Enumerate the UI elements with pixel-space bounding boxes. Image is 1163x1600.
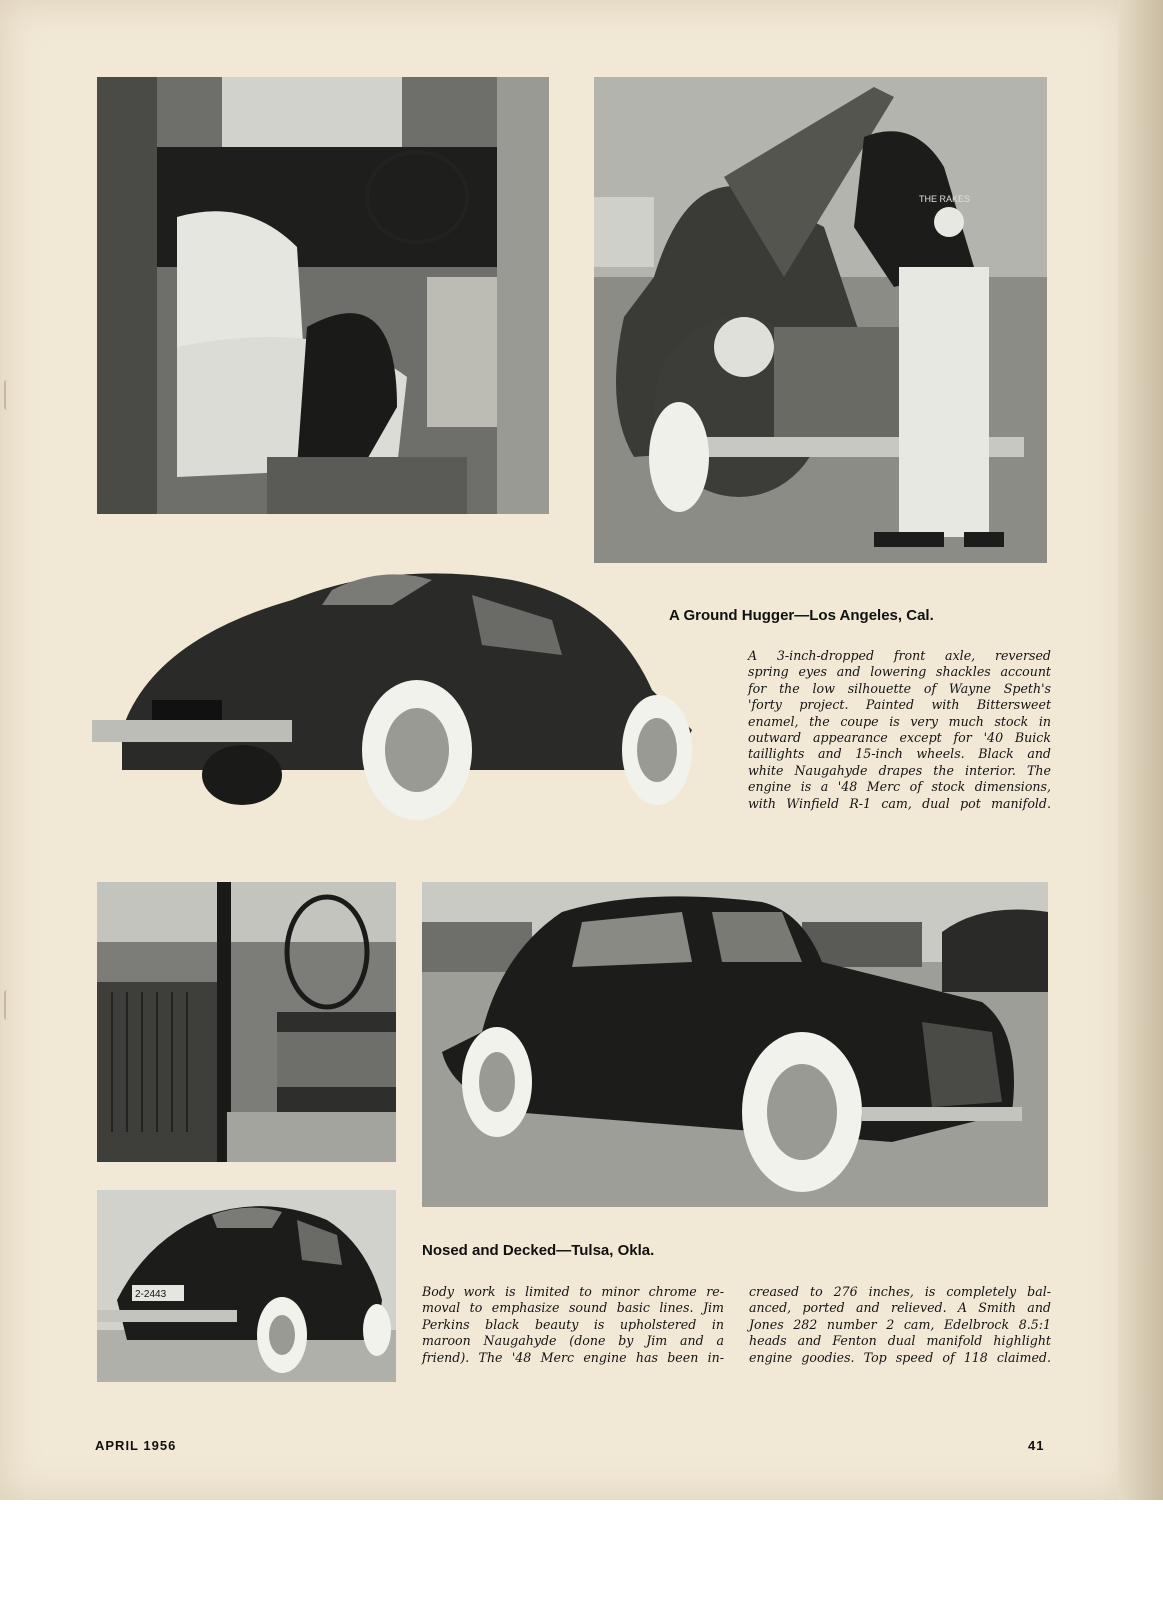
- section2-body-line: anced, ported and relieved. A Smith and: [749, 1300, 1051, 1316]
- section1-body-line: outward appearance except for '40 Buick: [748, 730, 1051, 745]
- photo-coupe-rear-view: [92, 560, 708, 828]
- section1-body-line: spring eyes and lowering shackles account: [748, 664, 1051, 680]
- section2-body-line: Body work is limited to minor chrome re-: [422, 1284, 724, 1299]
- section2-body-line: maroon Naugahyde (done by Jim and a: [422, 1333, 724, 1349]
- scan-background: [0, 1500, 1163, 1600]
- issue-date: APRIL 1956: [95, 1438, 177, 1453]
- section1-body-line: for the low silhouette of Wayne Speth's: [748, 680, 1051, 696]
- binding-hole: [4, 380, 16, 410]
- section2-body-line: engine goodies. Top speed of 118 claimed.: [749, 1349, 1051, 1365]
- photo-coupe-rear-plate: [97, 1190, 396, 1382]
- photo-man-at-engine: [594, 77, 1047, 563]
- section1-headline: A Ground Hugger—Los Angeles, Cal.: [669, 607, 934, 624]
- section1-body-line: A 3-inch-dropped front axle, reversed: [748, 648, 1051, 663]
- section1-body-line: with Winfield R-1 cam, dual pot manifold.: [748, 795, 1051, 811]
- section1-body-line: white Naugahyde drapes the interior. The: [748, 762, 1051, 778]
- binding-hole: [4, 990, 16, 1020]
- section1-body-line: engine is a '48 Merc of stock dimensions,: [748, 779, 1051, 795]
- section2-body-line: creased to 276 inches, is completely bal-: [749, 1284, 1051, 1299]
- photo-coupe-front-view: [422, 882, 1048, 1207]
- section1-body-line: enamel, the coupe is very much stock in: [748, 713, 1051, 729]
- section2-body-line: Jones 282 number 2 cam, Edelbrock 8.5:1: [749, 1316, 1051, 1332]
- license-plate-text: 2-2443: [135, 1289, 167, 1300]
- section2-body-line: heads and Fenton dual manifold highlight: [749, 1333, 1051, 1349]
- jacket-lettering: THE RAKES: [919, 194, 971, 204]
- section2-body-line: moval to emphasize sound basic lines. Jim: [422, 1300, 724, 1316]
- photo-interior-white-seats: [97, 77, 549, 514]
- section2-body-line: Perkins black beauty is upholstered in: [422, 1316, 724, 1332]
- section2-body-line: friend). The '48 Merc engine has been in-: [422, 1349, 724, 1365]
- section1-body-line: 'forty project. Painted with Bittersweet: [748, 697, 1051, 713]
- page-number: 41: [1028, 1438, 1045, 1453]
- section2-headline: Nosed and Decked—Tulsa, Okla.: [422, 1242, 655, 1259]
- page-edge: [1118, 0, 1163, 1500]
- section1-body-line: taillights and 15-inch wheels. Black and: [748, 746, 1051, 762]
- photo-interior-steering-wheel: [97, 882, 396, 1162]
